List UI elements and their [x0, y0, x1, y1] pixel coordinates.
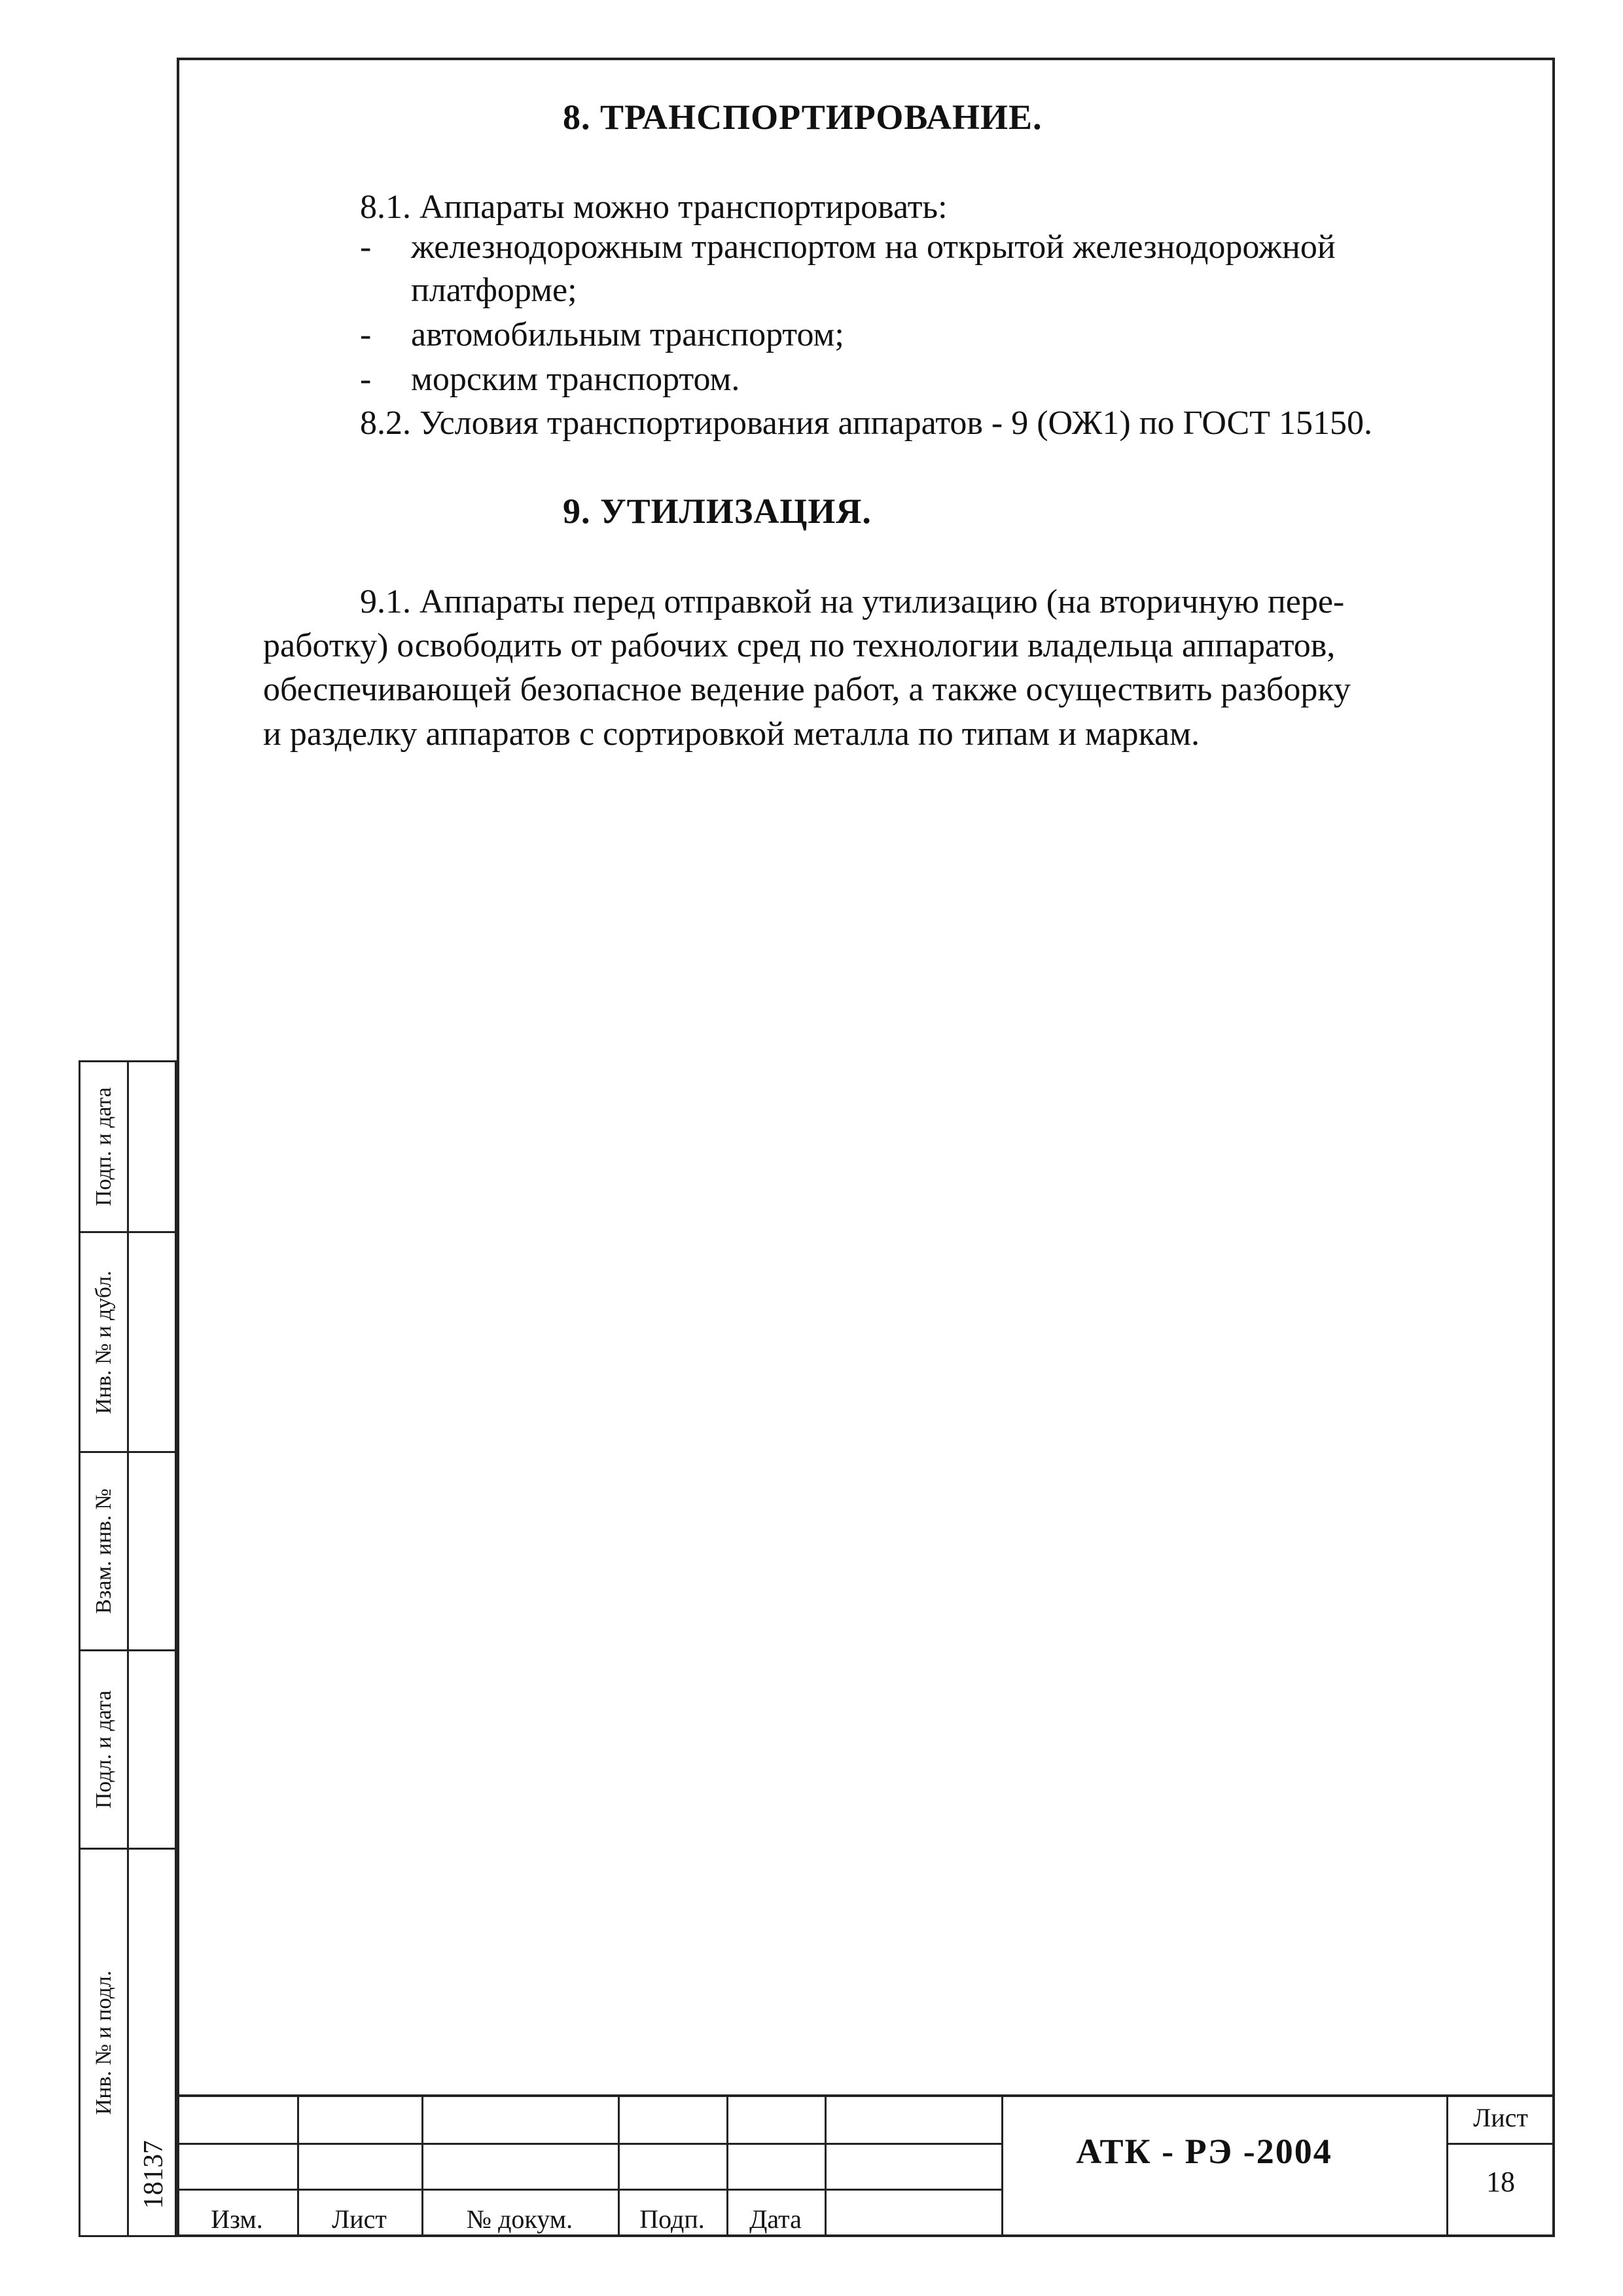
clause-9-1-line: обеспечивающей безопасное ведение работ, а также осуществить разборку [263, 671, 1351, 708]
clause-9-1-line: 9.1. Аппараты перед отправкой на утилизацию (на вторичную пере- [360, 583, 1345, 620]
clause-9-1-line: и разделку аппаратов с сортировкой металла по типам и маркам. [263, 715, 1200, 753]
col-label-change: Изм. [211, 2204, 263, 2234]
side-stamp-label: Взам. инв. № [91, 1488, 116, 1614]
list-dash: - [360, 228, 372, 266]
side-stamp-original-signature [79, 1649, 177, 1850]
page-frame [177, 58, 1555, 2237]
col-label-sheet: Лист [332, 2204, 387, 2234]
section-9-heading: 9. УТИЛИЗАЦИЯ. [563, 492, 872, 531]
inventory-number: 18137 [139, 2140, 169, 2209]
section-8-heading: 8. ТРАНСПОРТИРОВАНИЕ. [563, 98, 1043, 137]
document-code: АТК - РЭ -2004 [1076, 2132, 1332, 2171]
clause-8-2: 8.2. Условия транспортирования аппаратов - 9 (ОЖ1) по ГОСТ 15150. [360, 404, 1372, 442]
list-item-continuation: платформе; [411, 272, 577, 309]
list-item: железнодорожным транспортом на открытой железнодорожной [411, 228, 1336, 266]
side-stamp-original-inv [79, 1848, 177, 2237]
side-stamp-label: Подп. и дата [91, 1087, 116, 1206]
list-item: морским транспортом. [411, 361, 740, 398]
col-label-doc-number: № докум. [466, 2204, 573, 2234]
clause-9-1-line: работку) освободить от рабочих сред по технологии владельца аппаратов, [263, 627, 1336, 664]
sheet-number: 18 [1486, 2166, 1515, 2198]
side-stamp-duplicate-inv [79, 1231, 177, 1453]
sheet-label: Лист [1473, 2103, 1528, 2132]
side-stamp-label: Инв. № и подл. [91, 1970, 116, 2115]
col-label-signature: Подп. [639, 2204, 705, 2234]
side-stamp-label: Инв. № и дубл. [91, 1270, 116, 1414]
title-block [177, 2094, 1555, 2237]
side-stamp-replaced-inv [79, 1451, 177, 1651]
clause-8-1: 8.1. Аппараты можно транспортировать: [360, 188, 948, 226]
side-stamp-signature-date [79, 1060, 177, 1233]
list-dash: - [360, 361, 372, 398]
col-label-date: Дата [749, 2204, 802, 2234]
list-item: автомобильным транспортом; [411, 316, 844, 353]
list-dash: - [360, 316, 372, 353]
side-stamp-label: Подл. и дата [91, 1690, 116, 1809]
